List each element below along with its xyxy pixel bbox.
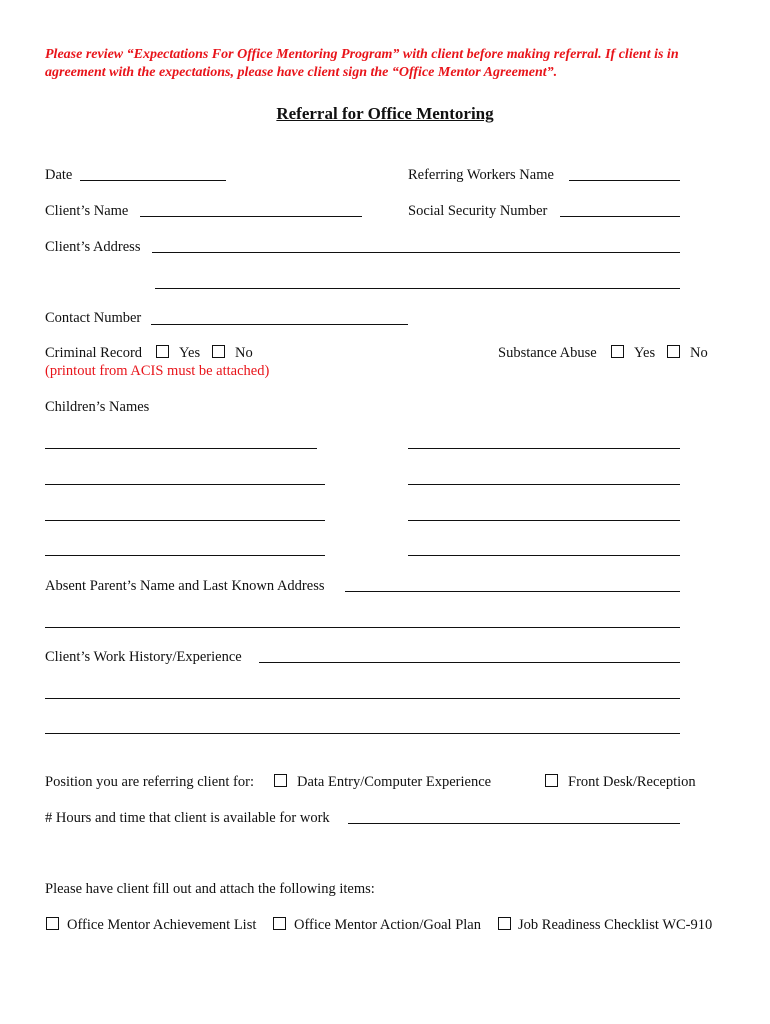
substance-yes-checkbox[interactable] [611, 345, 624, 358]
data-entry-label: Data Entry/Computer Experience [297, 774, 492, 790]
client-name-label: Client’s Name [45, 203, 129, 219]
goal-plan-checkbox[interactable] [273, 917, 286, 930]
work-history-field-3[interactable] [45, 733, 680, 734]
client-address-field-2[interactable] [155, 288, 680, 289]
child-name-field-6[interactable] [408, 520, 680, 521]
form-title: Referral for Office Mentoring [276, 104, 494, 123]
criminal-yes-checkbox[interactable] [156, 345, 169, 358]
achievement-list-label: Office Mentor Achievement List [67, 917, 257, 933]
achievement-list-checkbox[interactable] [46, 917, 59, 930]
data-entry-checkbox[interactable] [274, 774, 287, 787]
referring-worker-label: Referring Workers Name [408, 167, 554, 183]
ssn-label: Social Security Number [408, 203, 548, 219]
criminal-no-checkbox[interactable] [212, 345, 225, 358]
work-history-field-2[interactable] [45, 698, 680, 699]
criminal-no-label: No [235, 345, 253, 361]
client-address-field-1[interactable] [152, 252, 680, 253]
substance-yes-label: Yes [634, 345, 656, 361]
criminal-yes-label: Yes [179, 345, 201, 361]
work-history-field-1[interactable] [259, 662, 680, 663]
ssn-field[interactable] [560, 216, 680, 217]
goal-plan-label: Office Mentor Action/Goal Plan [294, 917, 481, 933]
hours-field[interactable] [348, 823, 680, 824]
children-names-label: Children’s Names [45, 399, 150, 415]
absent-parent-field-1[interactable] [345, 591, 680, 592]
substance-no-label: No [690, 345, 708, 361]
client-name-field[interactable] [140, 216, 362, 217]
attachments-intro: Please have client fill out and attach the following items: [45, 881, 375, 897]
criminal-record-label: Criminal Record [45, 345, 143, 361]
work-history-label: Client’s Work History/Experience [45, 649, 242, 665]
instruction-notice: Please review “Expectations For Office Mentoring Program” with client before making referral. If client is in agreement with the expectations, please have client sign the “Office Mentor Agreement”. [45, 47, 679, 80]
client-address-label: Client’s Address [45, 239, 141, 255]
acis-note: (printout from ACIS must be attached) [45, 363, 270, 379]
child-name-field-5[interactable] [45, 520, 325, 521]
date-field[interactable] [80, 180, 226, 181]
substance-abuse-label: Substance Abuse [498, 345, 597, 361]
child-name-field-3[interactable] [45, 484, 325, 485]
job-readiness-label: Job Readiness Checklist WC-910 [518, 917, 713, 933]
absent-parent-field-2[interactable] [45, 627, 680, 628]
position-label: Position you are referring client for: [45, 774, 254, 790]
absent-parent-label: Absent Parent’s Name and Last Known Address [45, 578, 325, 594]
contact-number-label: Contact Number [45, 310, 142, 326]
child-name-field-8[interactable] [408, 555, 680, 556]
child-name-field-2[interactable] [408, 448, 680, 449]
front-desk-checkbox[interactable] [545, 774, 558, 787]
date-label: Date [45, 167, 73, 183]
referring-worker-field[interactable] [569, 180, 680, 181]
contact-number-field[interactable] [151, 324, 408, 325]
child-name-field-1[interactable] [45, 448, 317, 449]
child-name-field-7[interactable] [45, 555, 325, 556]
front-desk-label: Front Desk/Reception [568, 774, 696, 790]
hours-label: # Hours and time that client is available for work [45, 810, 330, 826]
child-name-field-4[interactable] [408, 484, 680, 485]
job-readiness-checkbox[interactable] [498, 917, 511, 930]
substance-no-checkbox[interactable] [667, 345, 680, 358]
